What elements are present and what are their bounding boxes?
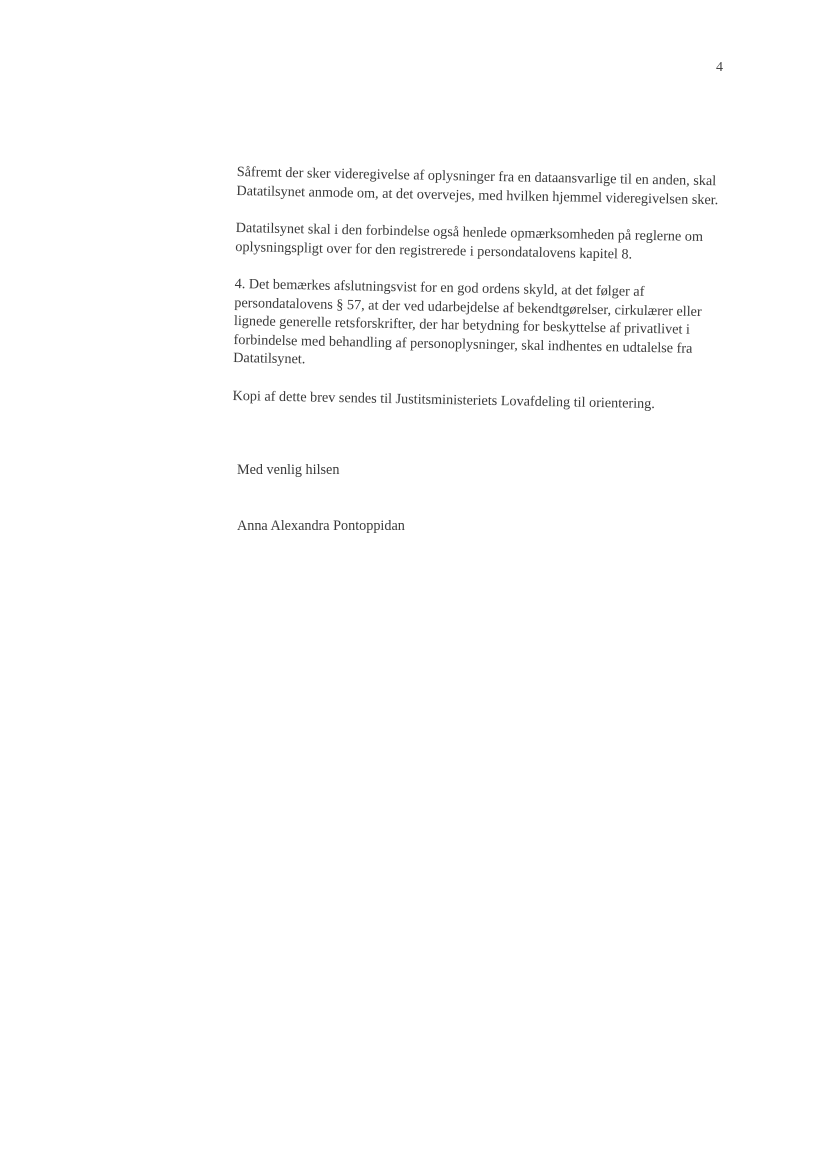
section-4-text: Det bemærkes afslutningsvist for en god ordens skyld, at det følger af persondatalovens § 57, at der ved udarbejdelse af bekendtgørelser, cirkulærer eller lignede generelle retsforskrifter, der har betydning for beskyttelse af privatlivet i forbindelse med behandling af personoplysninger, skal indhentes en udtalelse fra Datatilsynet.: [233, 276, 702, 368]
page-number: 4: [716, 60, 723, 75]
letter-body: [232, 163, 727, 433]
closing: Med venlig hilsen: [237, 462, 340, 478]
section-number: 4.: [234, 275, 246, 293]
paragraph-information-duty: Datatilsynet skal i den forbindelse også henlede opmærksomheden på reglerne om oplysningspligt over for den registrerede i persondatalovens kapitel 8.: [235, 219, 704, 263]
signature: Anna Alexandra Pontoppidan: [237, 518, 405, 534]
paragraph-section-4: [233, 275, 725, 377]
paragraph-disclosure: Såfremt der sker videregivelse af oplysninger fra en dataansvarlige til en anden, skal Datatilsynet anmode om, at det overvejes, med hvilken hjemmel videregivelsen sker.: [236, 163, 719, 208]
paragraph-copy-notice: Kopi af dette brev sendes til Justitsministeriets Lovafdeling til orientering.: [232, 387, 656, 412]
